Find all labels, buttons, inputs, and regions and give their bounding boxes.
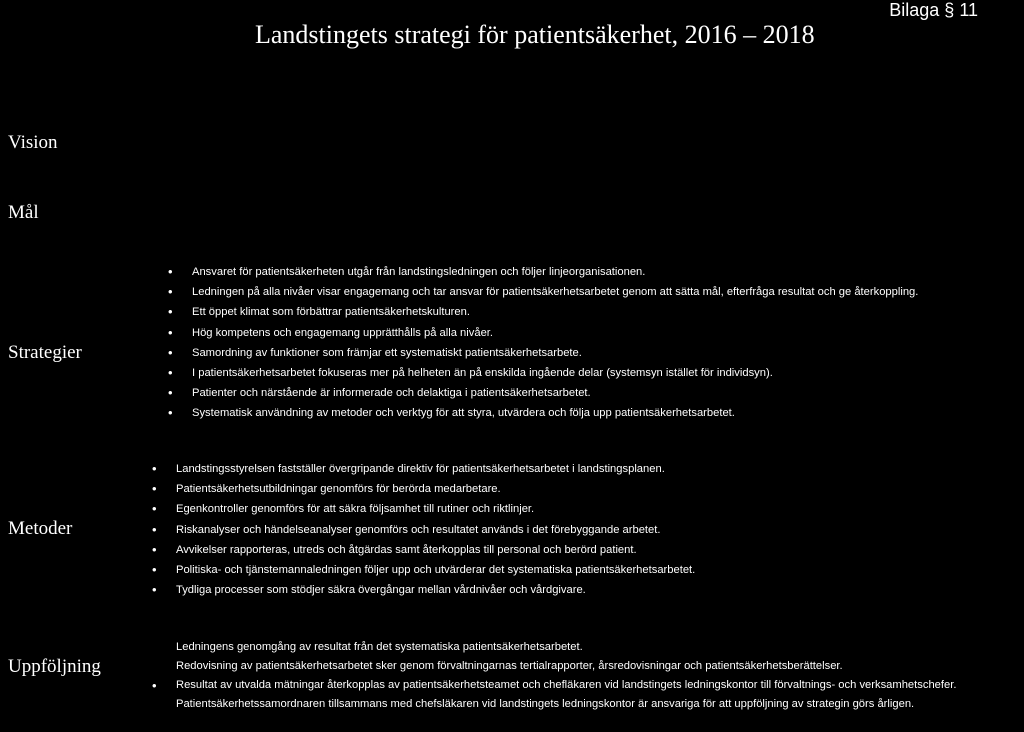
section-label-uppfoljning: Uppföljning xyxy=(8,656,101,677)
section-label-mal: Mål xyxy=(8,202,39,223)
list-item: • Riskanalyser och händelseanalyser genomförs och resultatet används i det förebyggande arbetet. xyxy=(152,520,695,540)
list-item: Patientsäkerhetssamordnaren tillsammans med chefsläkaren vid landstingets ledningskontor är ansvariga för att uppföljning av strategin görs årligen. xyxy=(176,698,915,710)
list-item: • Landstingsstyrelsen fastställer övergripande direktiv för patientsäkerhetsarbetet i landstingsplanen. xyxy=(152,459,695,479)
list-item: • Ledningen på alla nivåer visar engagemang och tar ansvar för patientsäkerhetsarbetet genom att sätta mål, efterfråga resultat och ge återkoppling. xyxy=(168,282,918,302)
section-label-strategier: Strategier xyxy=(8,342,82,363)
list-item: • Egenkontroller genomförs för att säkra följsamhet till rutiner och riktlinjer. xyxy=(152,499,695,519)
section-label-vision: Vision xyxy=(8,132,58,153)
strategier-list xyxy=(168,262,918,424)
list-item: Redovisning av patientsäkerhetsarbetet sker genom förvaltningarnas tertialrapporter, årsredovisningar och patientsäkerhetsberättelser. xyxy=(176,660,843,672)
list-item: • Ett öppet klimat som förbättrar patientsäkerhetskulturen. xyxy=(168,302,918,322)
list-item: • Patienter och närstående är informerade och delaktiga i patientsäkerhetsarbetet. xyxy=(168,383,918,403)
list-item: • Patientsäkerhetsutbildningar genomförs för berörda medarbetare. xyxy=(152,479,695,499)
uppfoljning-list xyxy=(152,638,1022,714)
list-item: • Tydliga processer som stödjer säkra övergångar mellan vårdnivåer och vårdgivare. xyxy=(152,580,695,600)
list-item: • Avvikelser rapporteras, utreds och åtgärdas samt återkopplas till personal och berörd patient. xyxy=(152,540,695,560)
metoder-list xyxy=(152,459,695,600)
list-item: • Politiska- och tjänstemannaledningen följer upp och utvärderar det systematiska patientsäkerhetsarbetet. xyxy=(152,560,695,580)
list-item: • Ansvaret för patientsäkerheten utgår från landstingsledningen och följer linjeorganisationen. xyxy=(168,262,918,282)
list-item: Ledningens genomgång av resultat från det systematiska patientsäkerhetsarbetet. xyxy=(176,641,583,653)
section-label-metoder: Metoder xyxy=(8,518,73,539)
list-item: • I patientsäkerhetsarbetet fokuseras mer på helheten än på enskilda ingående delar (systemsyn istället för individsyn). xyxy=(168,363,918,383)
page-title: Landstingets strategi för patientsäkerhet, 2016 – 2018 xyxy=(255,20,815,49)
list-item: • Hög kompetens och engagemang upprätthålls på alla nivåer. xyxy=(168,323,918,343)
annex-label: Bilaga § 11 xyxy=(889,0,978,20)
list-item: • Resultat av utvalda mätningar återkopplas av patientsäkerhetsteamet och chefläkaren vid landstingets ledningskontor till förvaltnings- och verksamhetschefer. xyxy=(152,676,1022,695)
list-item: • Samordning av funktioner som främjar ett systematiskt patientsäkerhetsarbete. xyxy=(168,343,918,363)
list-item: • Systematisk användning av metoder och verktyg för att styra, utvärdera och följa upp patientsäkerhetsarbetet. xyxy=(168,403,918,423)
